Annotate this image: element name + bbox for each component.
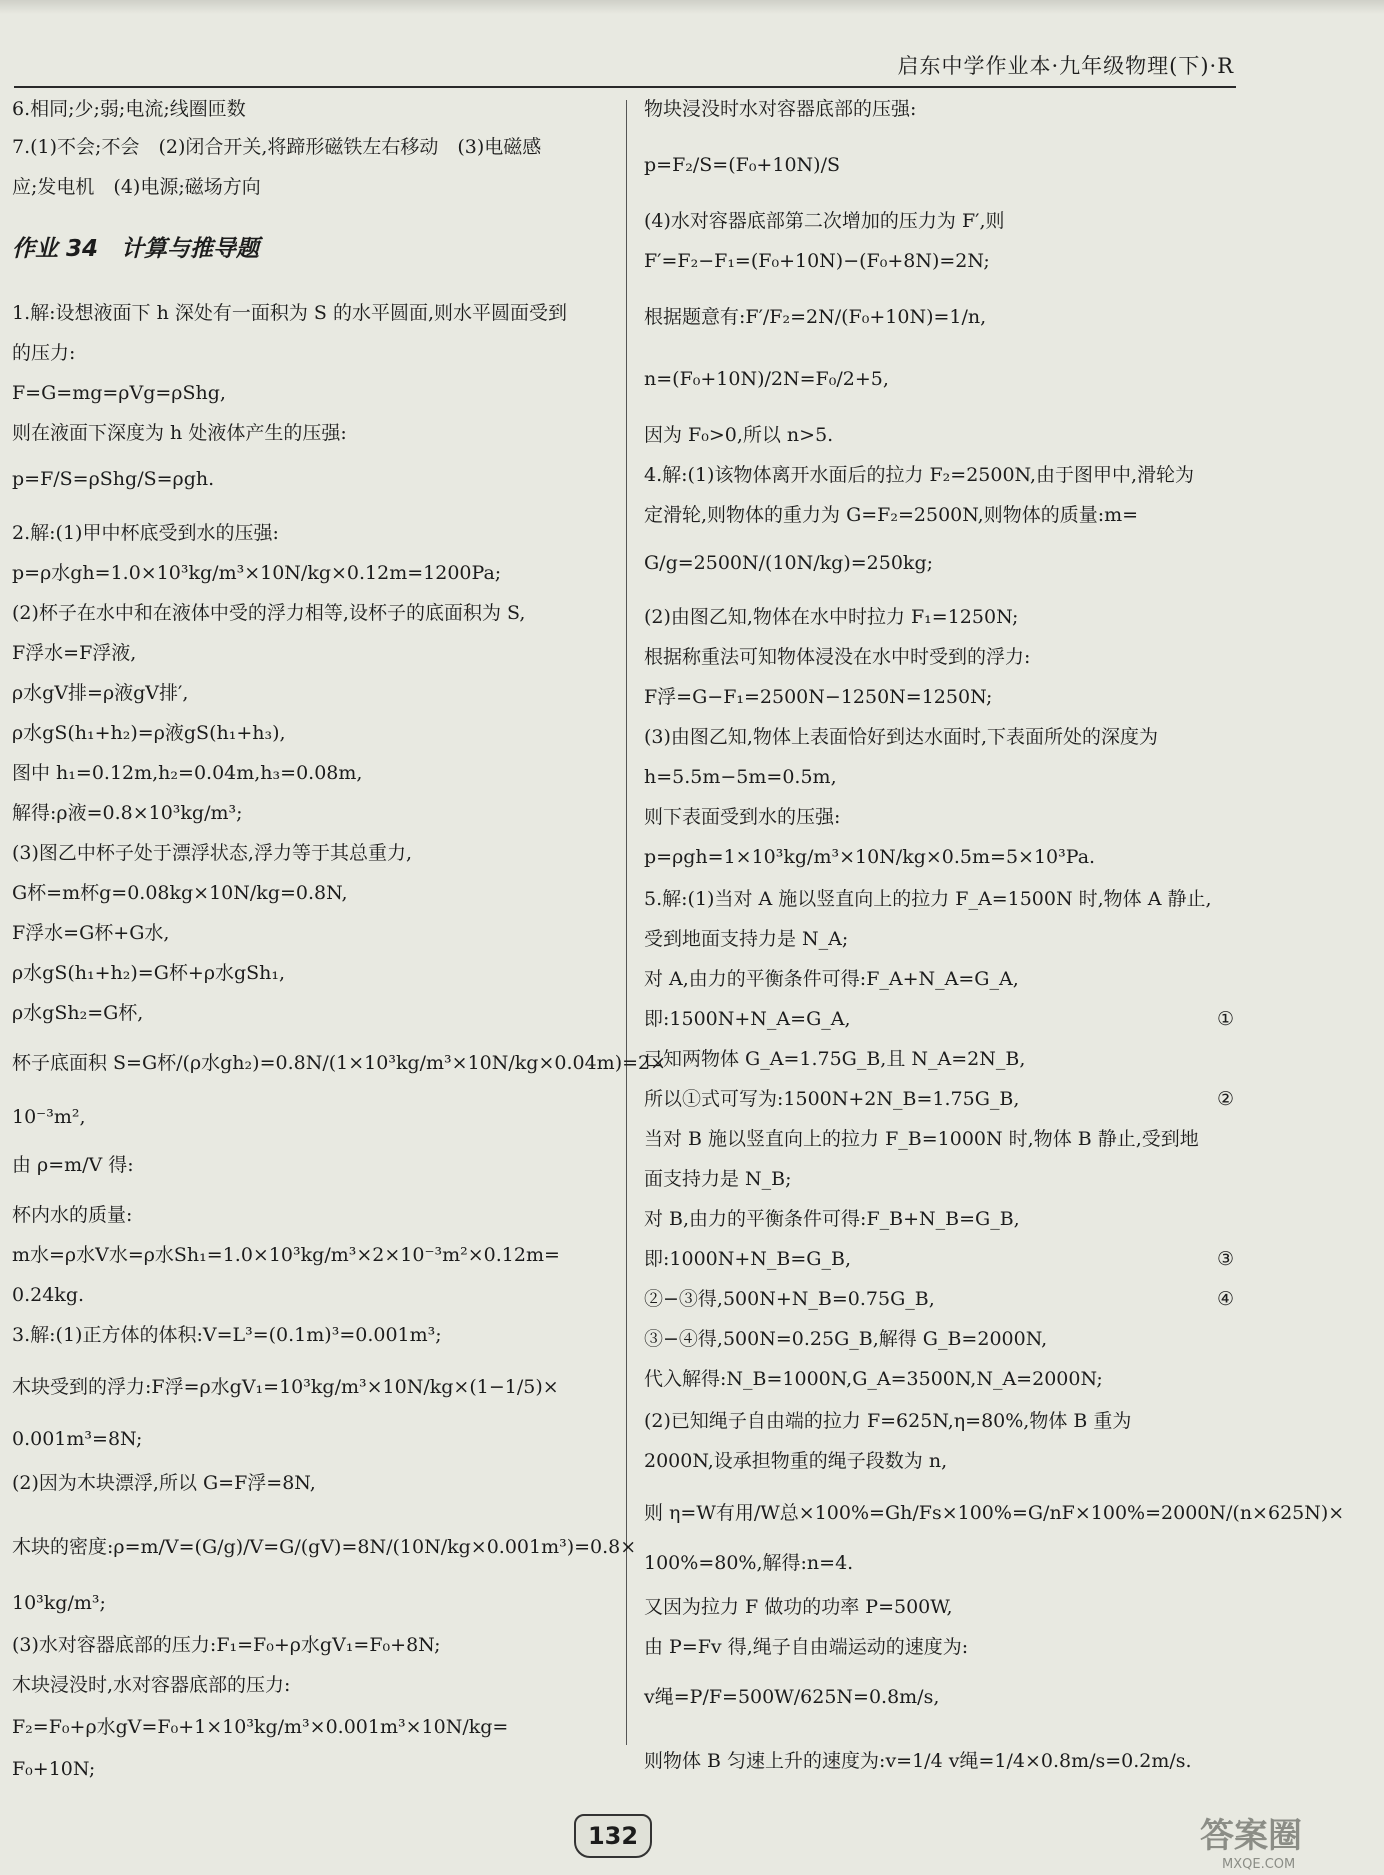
text-line: 4.解:(1)该物体离开水面后的拉力 F₂=2500N,由于图甲中,滑轮为 (644, 464, 1195, 486)
formula-line: F′=F₂−F₁=(F₀+10N)−(F₀+8N)=2N; (644, 250, 990, 272)
text-line: 根据称重法可知物体浸没在水中时受到的浮力: (644, 646, 1031, 668)
formula-line: ρ水gSh₂=G杯, (12, 1002, 144, 1024)
formula-line: h=5.5m−5m=0.5m, (644, 766, 837, 788)
equation-marker-1: ① (1216, 1008, 1234, 1030)
text-line: 定滑轮,则物体的重力为 G=F₂=2500N,则物体的质量:m= (644, 504, 1139, 526)
formula-line: 所以①式可写为:1500N+2N_B=1.75G_B, (644, 1088, 1020, 1110)
text-line: 2000N,设承担物重的绳子段数为 n, (644, 1450, 948, 1472)
text-line: 由 P=Fv 得,绳子自由端运动的速度为: (644, 1636, 969, 1658)
header-title: 启东中学作业本·九年级物理(下)·R (897, 54, 1234, 78)
formula-line: 0.24kg. (12, 1284, 85, 1306)
formula-line: 100%=80%,解得:n=4. (644, 1552, 854, 1574)
text-line: (2)已知绳子自由端的拉力 F=625N,η=80%,物体 B 重为 (644, 1410, 1132, 1432)
formula-line: ρ水gS(h₁+h₂)=G杯+ρ水gSh₁, (12, 962, 286, 984)
text-line: (4)水对容器底部第二次增加的压力为 F′,则 (644, 210, 1005, 232)
page-number (574, 1814, 652, 1858)
text-line: 当对 B 施以竖直向上的拉力 F_B=1000N 时,物体 B 静止,受到地 (644, 1128, 1199, 1150)
formula-line: m水=ρ水V水=ρ水Sh₁=1.0×10³kg/m³×2×10⁻³m²×0.12m= (12, 1244, 560, 1266)
text-line: (2)由图乙知,物体在水中时拉力 F₁=1250N; (644, 606, 1019, 628)
formula-line: (2)因为木块漂浮,所以 G=F浮=8N, (12, 1472, 316, 1494)
formula-line: 对 B,由力的平衡条件可得:F_B+N_B=G_B, (644, 1208, 1020, 1230)
text-line: 5.解:(1)当对 A 施以竖直向上的拉力 F_A=1500N 时,物体 A 静止, (644, 888, 1212, 910)
page-number-text: 132 (587, 1822, 639, 1850)
formula-line: v绳=P/F=500W/625N=0.8m/s, (644, 1686, 940, 1708)
formula-line: F₂=F₀+ρ水gV=F₀+1×10³kg/m³×0.001m³×10N/kg= (12, 1716, 509, 1738)
text-line: 6.相同;少;弱;电流;线圈匝数 (12, 98, 246, 120)
formula-line: 解得:ρ液=0.8×10³kg/m³; (12, 802, 243, 824)
page-top-shadow (0, 0, 1384, 14)
formula-line: p=ρgh=1×10³kg/m³×10N/kg×0.5m=5×10³Pa. (644, 846, 1096, 868)
column-divider (626, 100, 627, 1745)
equation-marker-4: ④ (1216, 1288, 1234, 1310)
formula-line: 10³kg/m³; (12, 1592, 106, 1614)
formula-line: p=ρ水gh=1.0×10³kg/m³×10N/kg×0.12m=1200Pa; (12, 562, 502, 584)
text-line: (3)由图乙知,物体上表面恰好到达水面时,下表面所处的深度为 (644, 726, 1158, 748)
text-line: 7.(1)不会;不会 (2)闭合开关,将蹄形磁铁左右移动 (3)电磁感 (12, 136, 542, 158)
formula-line: F浮=G−F₁=2500N−1250N=1250N; (644, 686, 993, 708)
text-line: 则下表面受到水的压强: (644, 806, 841, 828)
formula-line: ρ水gV排=ρ液gV排′, (12, 682, 189, 704)
formula-line: 10⁻³m², (12, 1106, 86, 1128)
formula-line: 已知两物体 G_A=1.75G_B,且 N_A=2N_B, (644, 1048, 1026, 1070)
formula-line: (3)水对容器底部的压力:F₁=F₀+ρ水gV₁=F₀+8N; (12, 1634, 441, 1656)
formula-line: 即:1500N+N_A=G_A, (644, 1008, 851, 1030)
watermark-sub: MXQE.COM (1222, 1857, 1296, 1872)
text-line: 因为 F₀>0,所以 n>5. (644, 424, 834, 446)
formula-line: 0.001m³=8N; (12, 1428, 143, 1450)
watermark-main: 答案圈 (1200, 1816, 1302, 1856)
formula-line: 图中 h₁=0.12m,h₂=0.04m,h₃=0.08m, (12, 762, 363, 784)
formula-line: ②−③得,500N+N_B=0.75G_B, (644, 1288, 935, 1310)
formula-line: F浮水=F浮液, (12, 642, 137, 664)
text-line: 则在液面下深度为 h 处液体产生的压强: (12, 422, 347, 444)
formula-line: 由 ρ=m/V 得: (12, 1154, 134, 1176)
text-line: 3.解:(1)正方体的体积:V=L³=(0.1m)³=0.001m³; (12, 1324, 442, 1346)
formula-line: F₀+10N; (12, 1758, 96, 1780)
watermark-logo (1200, 1808, 1380, 1872)
formula-line: n=(F₀+10N)/2N=F₀/2+5, (644, 368, 889, 390)
equation-marker-3: ③ (1216, 1248, 1234, 1270)
text-line: 应;发电机 (4)电源;磁场方向 (12, 176, 261, 198)
formula-line: F=G=mg=ρVg=ρShg, (12, 382, 226, 404)
text-line: 1.解:设想液面下 h 深处有一面积为 S 的水平圆面,则水平圆面受到 (12, 302, 567, 324)
formula-line: G/g=2500N/(10N/kg)=250kg; (644, 552, 934, 574)
formula-line: p=F₂/S=(F₀+10N)/S (644, 154, 840, 176)
formula-line: G杯=m杯g=0.08kg×10N/kg=0.8N, (12, 882, 348, 904)
formula-line: 则物体 B 匀速上升的速度为:v=1/4 v绳=1/4×0.8m/s=0.2m/s. (644, 1750, 1192, 1772)
formula-line: F浮水=G杯+G水, (12, 922, 170, 944)
page-header (0, 50, 1234, 86)
formula-line: 木块受到的浮力:F浮=ρ水gV₁=10³kg/m³×10N/kg×(1−1/5)× (12, 1376, 559, 1398)
text-line: (2)杯子在水中和在液体中受的浮力相等,设杯子的底面积为 S, (12, 602, 526, 624)
formula-line: 则 η=W有用/W总×100%=Gh/Fs×100%=G/nF×100%=2000N/(n×625N)× (644, 1502, 1345, 1524)
text-line: 木块浸没时,水对容器底部的压力: (12, 1674, 291, 1696)
formula-line: 代入解得:N_B=1000N,G_A=3500N,N_A=2000N; (644, 1368, 1103, 1390)
text-line: 又因为拉力 F 做功的功率 P=500W, (644, 1596, 953, 1618)
formula-line: 木块的密度:ρ=m/V=(G/g)/V=G/(gV)=8N/(10N/kg×0.001m³)=0.8× (12, 1536, 637, 1558)
text-line: 物块浸没时水对容器底部的压强: (644, 98, 917, 120)
formula-line: 对 A,由力的平衡条件可得:F_A+N_A=G_A, (644, 968, 1019, 990)
equation-marker-2: ② (1216, 1088, 1234, 1110)
text-line: 的压力: (12, 342, 76, 364)
formula-line: p=F/S=ρShg/S=ρgh. (12, 468, 215, 490)
formula-line: 即:1000N+N_B=G_B, (644, 1248, 851, 1270)
section-title: 作业 34 计算与推导题 (12, 236, 260, 262)
formula-line: 根据题意有:F′/F₂=2N/(F₀+10N)=1/n, (644, 306, 987, 328)
formula-line: ③−④得,500N=0.25G_B,解得 G_B=2000N, (644, 1328, 1048, 1350)
formula-line: 杯子底面积 S=G杯/(ρ水gh₂)=0.8N/(1×10³kg/m³×10N/kg×0.04m)=2× (12, 1052, 667, 1074)
header-rule (14, 86, 1236, 88)
text-line: (3)图乙中杯子处于漂浮状态,浮力等于其总重力, (12, 842, 412, 864)
formula-line: ρ水gS(h₁+h₂)=ρ液gS(h₁+h₃), (12, 722, 286, 744)
text-line: 受到地面支持力是 N_A; (644, 928, 849, 950)
text-line: 杯内水的质量: (12, 1204, 133, 1226)
text-line: 面支持力是 N_B; (644, 1168, 792, 1190)
text-line: 2.解:(1)甲中杯底受到水的压强: (12, 522, 279, 544)
